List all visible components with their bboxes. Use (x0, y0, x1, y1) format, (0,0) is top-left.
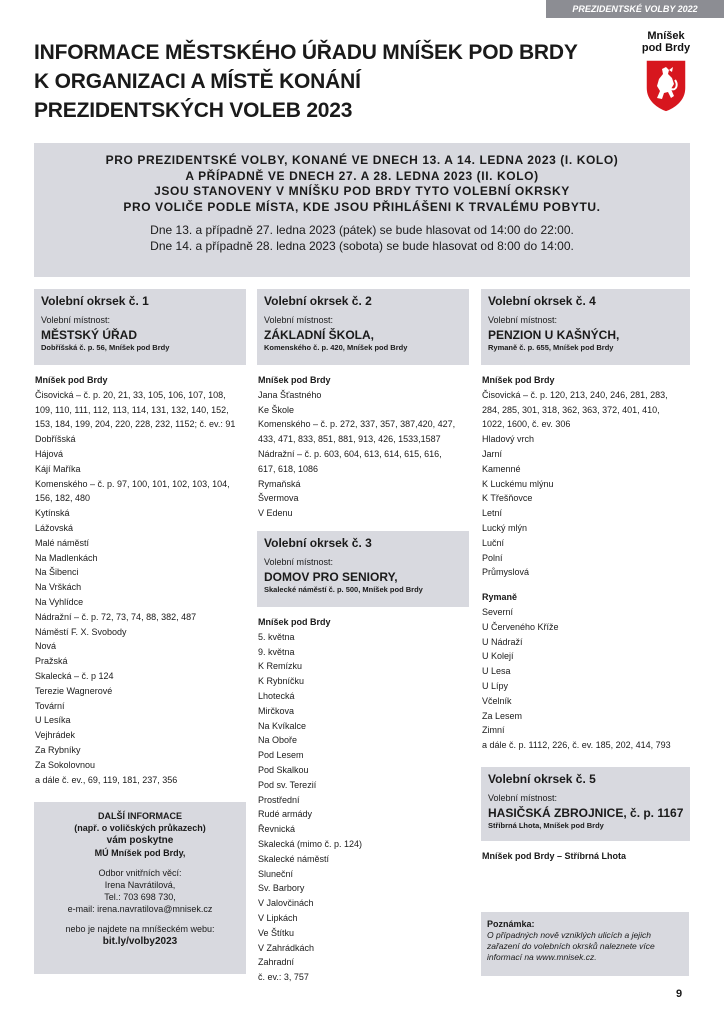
column-districts-4-5 (481, 289, 690, 864)
list-item: Polní (482, 552, 503, 563)
list-item: Severní (482, 606, 514, 617)
list-item: Hájová (35, 448, 64, 459)
list-item: Za Sokolovnou (35, 759, 96, 770)
list-item: Komenského – č. p. 97, 100, 101, 102, 103, 104, (35, 478, 230, 489)
district-2-box (257, 289, 469, 365)
banner-headline-line: PRO VOLIČE PODLE MÍSTA, KDE JSOU PŘIHLÁŠENI K TRVALÉMU POBYTU. (123, 199, 601, 214)
top-bar (0, 0, 724, 18)
info-email: e-mail: irena.navratilova@mnisek.cz (67, 904, 213, 914)
list-item: a dále č. p. 1112, 226, č. ev. 185, 202, 414, 793 (482, 740, 671, 751)
info-banner (34, 143, 690, 277)
note-title: Poznámka: (487, 919, 535, 929)
list-item: Mníšek pod Brdy (35, 375, 108, 385)
info-web-link: bit.ly/volby2023 (102, 936, 178, 947)
list-item: 156, 182, 480 (35, 493, 91, 504)
list-item: Skalecké náměstí (258, 853, 330, 864)
page-title-line-2: K ORGANIZACI A MÍSTĚ KONÁNÍ (34, 70, 361, 93)
list-item: Mníšek pod Brdy (482, 375, 555, 385)
district-5-box (481, 767, 690, 841)
list-item: Včelník (482, 695, 512, 706)
list-item: Kamenné (482, 463, 521, 474)
list-item: Rudé armády (258, 809, 313, 820)
list-item: Pražská (35, 656, 68, 667)
list-item: 284, 285, 301, 318, 362, 363, 372, 401, 410, (482, 404, 660, 415)
list-item: Luční (482, 537, 505, 548)
district-2-room-label: Volební místnost: (264, 315, 334, 325)
voting-hours-line: Dne 14. a případně 28. ledna 2023 (sobota) se bude hlasovat od 8:00 do 14:00. (150, 238, 574, 253)
info-subheading: (např. o voličských průkazech) (74, 823, 206, 833)
list-item: Jarní (482, 448, 503, 459)
list-item: 5. května (258, 631, 295, 642)
list-item: Na Madlenkách (35, 552, 98, 563)
district-4-room-label: Volební místnost: (488, 315, 558, 325)
list-item: Lážovská (35, 522, 74, 533)
list-item: Za Rybníky (35, 744, 81, 755)
list-item: Čisovická – č. p. 20, 21, 33, 105, 106, 107, 108, (35, 389, 226, 400)
list-item: Ve Štítku (258, 927, 295, 938)
district-3-box (257, 531, 469, 607)
district-5-place: HASIČSKÁ ZBROJNICE, č. p. 1167 (488, 805, 684, 820)
info-phone: Tel.: 703 698 730, (104, 892, 176, 902)
coat-of-arms-icon (644, 58, 688, 114)
district-1-streets (34, 373, 246, 787)
list-item: Rymaně (482, 592, 518, 603)
list-item: Jana Šťastného (258, 389, 322, 400)
district-4-title: Volební okrsek č. 4 (488, 294, 596, 308)
list-item: Nádražní – č. p. 603, 604, 613, 614, 615, 616, (258, 448, 442, 459)
list-item: 617, 618, 1086 (258, 463, 319, 474)
list-item: U Lesa (482, 666, 511, 677)
list-item: U Nádraží (482, 636, 523, 647)
list-item: 9. května (258, 646, 295, 657)
page-title (34, 38, 614, 125)
list-item: Vejhrádek (35, 730, 76, 741)
district-5-streets (481, 849, 690, 864)
list-item: Nová (35, 641, 57, 652)
district-1-title: Volební okrsek č. 1 (41, 294, 149, 308)
list-item: U Lesíka (35, 715, 71, 726)
list-item: Terezie Wagnerové (35, 685, 113, 696)
more-info-box (34, 802, 246, 974)
list-item: 433, 471, 833, 851, 881, 913, 426, 1533,1587 (258, 434, 441, 445)
district-5-title: Volební okrsek č. 5 (488, 771, 596, 786)
note-box (481, 912, 689, 976)
list-item: Lhotecká (258, 690, 295, 701)
list-item: a dále č. ev., 69, 119, 181, 237, 356 (35, 774, 178, 785)
list-item: Hladový vrch (482, 434, 535, 445)
list-item: Pod Skalkou (258, 764, 309, 775)
info-web-note: nebo je najdete na mníšeckém webu: (65, 924, 215, 934)
list-item: Na Oboře (258, 735, 298, 746)
list-item: Sluneční (258, 868, 294, 879)
column-district-1 (34, 289, 246, 787)
district-4-address: Rymaně č. p. 655, Mníšek pod Brdy (488, 343, 614, 352)
list-item: 153, 184, 199, 204, 220, 228, 232, 1152; č. ev.: 91 (35, 419, 236, 430)
list-item: Letní (482, 508, 503, 519)
list-item: Na Vrškách (35, 582, 82, 593)
district-3-place: DOMOV PRO SENIORY, (264, 569, 398, 584)
list-item: Mníšek pod Brdy (258, 375, 331, 385)
list-item: Mníšek pod Brdy – Stříbrná Lhota (482, 850, 627, 861)
list-item: Nádražní – č. p. 72, 73, 74, 88, 382, 487 (35, 611, 197, 622)
list-item: Čisovická – č. p. 120, 213, 240, 246, 281, 283, (482, 389, 668, 400)
list-item: Rymaňská (258, 478, 301, 489)
list-item: Na Kvíkalce (258, 720, 307, 731)
page-number: 9 (676, 988, 683, 1000)
list-item: Pod sv. Terezií (258, 779, 317, 790)
list-item: U Kolejí (482, 651, 514, 662)
list-item: V Zahrádkách (258, 942, 315, 953)
column-districts-2-3 (257, 289, 469, 985)
district-4-place: PENZION U KAŠNÝCH, (488, 328, 620, 342)
district-1-box (34, 289, 246, 365)
banner-headline-line: JSOU STANOVENY V MNÍŠKU POD BRDY TYTO VOLEBNÍ OKRSKY (154, 184, 570, 198)
district-2-streets (257, 373, 469, 521)
list-item: Řevnická (258, 824, 296, 835)
voting-hours-line: Dne 13. a případně 27. ledna 2023 (pátek) se bude hlasovat od 14:00 do 22:00. (150, 223, 574, 237)
list-item: K Rybníčku (258, 676, 305, 687)
district-5-address: Stříbrná Lhota, Mníšek pod Brdy (488, 820, 604, 830)
list-item: V Jalovčinách (258, 898, 314, 909)
list-item: č. ev.: 3, 757 (258, 972, 309, 983)
district-2-place: ZÁKLADNÍ ŠKOLA, (264, 328, 374, 342)
info-office: MÚ Mníšek pod Brdy, (94, 848, 186, 858)
district-2-title: Volební okrsek č. 2 (264, 294, 372, 308)
list-item: Kytínská (35, 508, 70, 519)
list-item: Skalecká – č. p 124 (35, 670, 114, 681)
list-item: Zimní (482, 725, 505, 736)
list-item: Sv. Barbory (258, 883, 305, 894)
voting-hours (34, 223, 690, 254)
district-4-streets (481, 373, 690, 753)
town-logo (638, 30, 694, 114)
list-item: Mirčkova (258, 705, 295, 716)
note-text: O případných nově vzniklých ulicích a jejich zařazení do volebních okrsků naleznete více informací na www.mnisek.cz. (487, 930, 655, 962)
list-item: Kájí Maříka (35, 463, 81, 474)
list-item: K Třešňovce (482, 493, 533, 504)
list-item: U Červeného Kříže (482, 621, 559, 632)
list-item: Prostřední (258, 794, 300, 805)
banner-headline-line: PRO PREZIDENTSKÉ VOLBY, KONANÉ VE DNECH 13. A 14. LEDNA 2023 (I. KOLO) (105, 153, 619, 167)
district-5-room-label: Volební místnost: (488, 792, 558, 803)
district-4-box (481, 289, 690, 365)
district-3-streets (257, 615, 469, 985)
logo-name-line-1: Mníšek (647, 30, 685, 42)
list-item: Skalecká (mimo č. p. 124) (258, 838, 363, 849)
section-label: PREZIDENTSKÉ VOLBY 2022 (546, 0, 724, 18)
page-title-line-1: INFORMACE MĚSTSKÉHO ÚŘADU MNÍŠEK POD BRDY (34, 41, 578, 64)
info-contact-name: Irena Navrátilová, (104, 880, 176, 890)
list-item: Mníšek pod Brdy (258, 616, 331, 627)
list-item: Za Lesem (482, 710, 523, 721)
list-item: Průmyslová (482, 567, 530, 578)
list-item: V Edenu (258, 508, 293, 519)
list-item: Dobříšská (35, 434, 76, 445)
list-item: 1022, 1600, č. ev. 306 (482, 419, 571, 430)
list-item: U Lípy (482, 680, 509, 691)
list-item: Ke Škole (258, 404, 295, 415)
list-item: Zahradní (258, 957, 295, 968)
info-provided-by: vám poskytne (106, 835, 174, 846)
info-heading: DALŠÍ INFORMACE (98, 811, 182, 821)
list-item: Komenského – č. p. 272, 337, 357, 387,420, 427, (258, 419, 456, 430)
district-3-title: Volební okrsek č. 3 (264, 535, 372, 550)
district-1-place: MĚSTSKÝ ÚŘAD (41, 328, 138, 342)
district-1-address: Dobříšská č. p. 56, Mníšek pod Brdy (41, 343, 170, 352)
banner-headline (34, 153, 690, 215)
list-item: Na Šibenci (35, 567, 79, 578)
district-3-room-label: Volební místnost: (264, 556, 334, 567)
list-item: 109, 110, 111, 112, 113, 114, 131, 132, 140, 152, (35, 404, 229, 415)
page-title-line-3: PREZIDENTSKÝCH VOLEB 2023 (34, 99, 353, 122)
list-item: Malé náměstí (35, 537, 90, 548)
info-department: Odbor vnitřních věcí: (98, 868, 182, 878)
banner-headline-line: A PŘÍPADNĚ VE DNECH 27. A 28. LEDNA 2023 (II. KOLO) (185, 168, 539, 183)
list-item: Švermova (258, 493, 299, 504)
list-item: Tovární (35, 700, 65, 711)
list-item: V Lipkách (258, 912, 298, 923)
list-item: Pod Lesem (258, 750, 304, 761)
list-item: K Luckému mlýnu (482, 478, 554, 489)
district-2-address: Komenského č. p. 420, Mníšek pod Brdy (264, 343, 408, 352)
district-1-room-label: Volební místnost: (41, 315, 111, 325)
list-item: Lucký mlýn (482, 522, 528, 533)
list-item: Na Vyhlídce (35, 596, 84, 607)
district-3-address: Skalecké náměstí č. p. 500, Mníšek pod Brdy (264, 584, 423, 594)
list-item: Náměstí F. X. Svobody (35, 626, 127, 637)
list-item: K Remízku (258, 661, 303, 672)
logo-name-line-2: pod Brdy (641, 42, 691, 54)
